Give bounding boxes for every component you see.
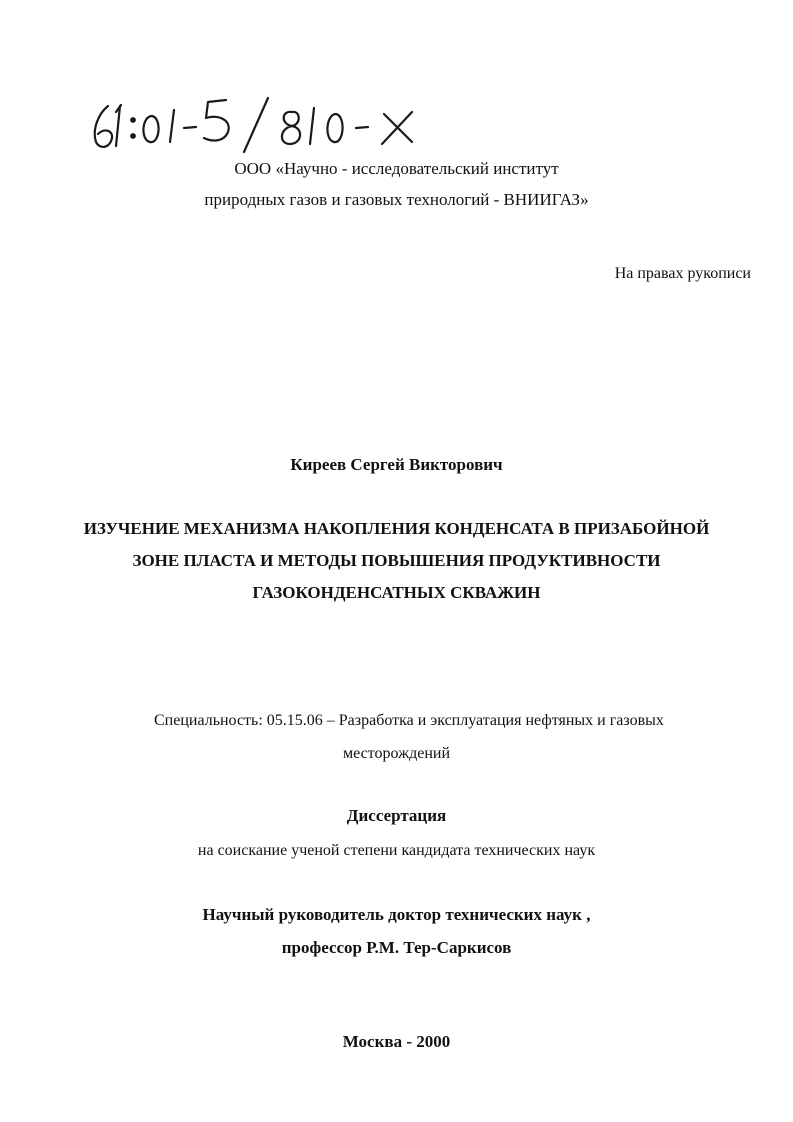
dissertation-title-line-2: ЗОНЕ ПЛАСТА И МЕТОДЫ ПОВЫШЕНИЯ ПРОДУКТИВНОСТИ	[132, 551, 661, 570]
author-name: Киреев Сергей Викторович	[290, 455, 503, 474]
dissertation-title-line-1: ИЗУЧЕНИЕ МЕХАНИЗМА НАКОПЛЕНИЯ КОНДЕНСАТА В ПРИЗАБОЙНОЙ	[83, 519, 710, 538]
supervisor-line-1: Научный руководитель доктор технических наук ,	[202, 905, 591, 924]
place-year: Москва - 2000	[342, 1032, 451, 1051]
specialty-line-1: Специальность: 05.15.06 – Разработка и эксплуатация нефтяных и газовых	[154, 712, 664, 729]
institution-line-2: природных газов и газовых технологий - ВНИИГАЗ»	[204, 190, 589, 209]
degree-line: на соискание ученой степени кандидата технических наук	[197, 842, 596, 859]
handwritten-catalog-number	[86, 92, 426, 156]
rights-note: На правах рукописи	[614, 265, 751, 282]
document-type: Диссертация	[346, 806, 447, 825]
handwritten-ink	[86, 92, 426, 156]
institution-line-1: ООО «Научно - исследовательский институт	[234, 159, 559, 178]
supervisor-line-2: профессор Р.М. Тер-Саркисов	[281, 938, 512, 957]
dissertation-title-line-3: ГАЗОКОНДЕНСАТНЫХ СКВАЖИН	[252, 583, 541, 602]
specialty-line-2: месторождений	[342, 745, 451, 762]
